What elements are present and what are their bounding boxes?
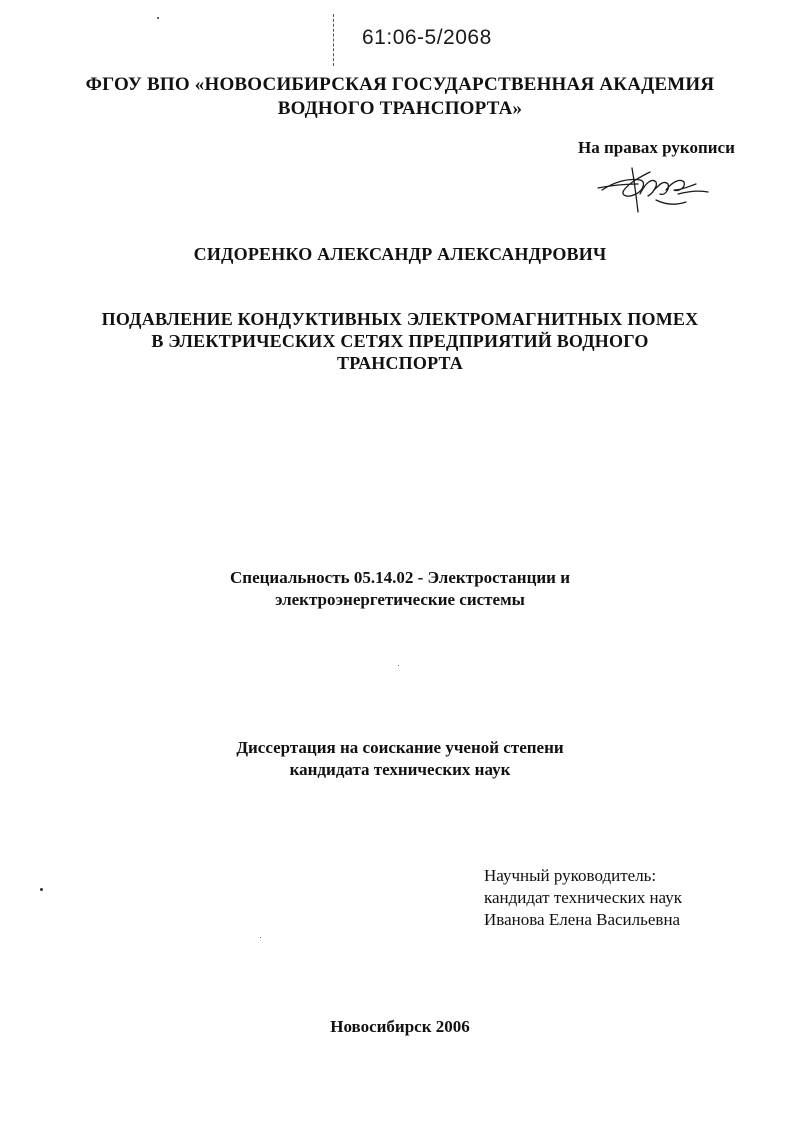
specialty-block [0, 567, 800, 611]
signature-image [594, 160, 714, 216]
author-name: СИДОРЕНКО АЛЕКСАНДР АЛЕКСАНДРОВИЧ [193, 244, 607, 264]
advisor-name: Иванова Елена Васильевна [484, 910, 681, 929]
margin-mark-line [333, 14, 335, 66]
archive-stamp-code: 61:06-5/2068 [362, 26, 492, 49]
rights-note: На правах рукописи [578, 138, 735, 157]
dissertation-block [0, 737, 800, 781]
thesis-title-line-3: ТРАНСПОРТА [336, 353, 464, 373]
scan-speck [157, 17, 159, 19]
scan-speck [260, 937, 261, 938]
advisor-block [484, 865, 682, 931]
advisor-role: Научный руководитель: [484, 866, 657, 885]
scan-speck [398, 665, 399, 666]
thesis-title [0, 308, 800, 374]
scan-speck [40, 888, 43, 891]
specialty-line-2: электроэнергетические системы [275, 590, 525, 609]
advisor-degree: кандидат технических наук [484, 888, 682, 907]
organization-line-2: ВОДНОГО ТРАНСПОРТА» [277, 98, 523, 119]
thesis-title-line-2: В ЭЛЕКТРИЧЕСКИХ СЕТЯХ ПРЕДПРИЯТИЙ ВОДНОГО [151, 331, 649, 351]
organization-line-1: ФГОУ ВПО «НОВОСИБИРСКАЯ ГОСУДАРСТВЕННАЯ АКАДЕМИЯ [85, 74, 715, 95]
dissertation-line-2: кандидата технических наук [289, 760, 511, 779]
specialty-line-1: Специальность 05.14.02 - Электростанции и [230, 568, 570, 587]
city-year: Новосибирск 2006 [330, 1017, 470, 1036]
organization-block [0, 73, 800, 121]
dissertation-line-1: Диссертация на соискание ученой степени [236, 738, 564, 757]
thesis-title-line-1: ПОДАВЛЕНИЕ КОНДУКТИВНЫХ ЭЛЕКТРОМАГНИТНЫХ ПОМЕХ [101, 309, 699, 329]
